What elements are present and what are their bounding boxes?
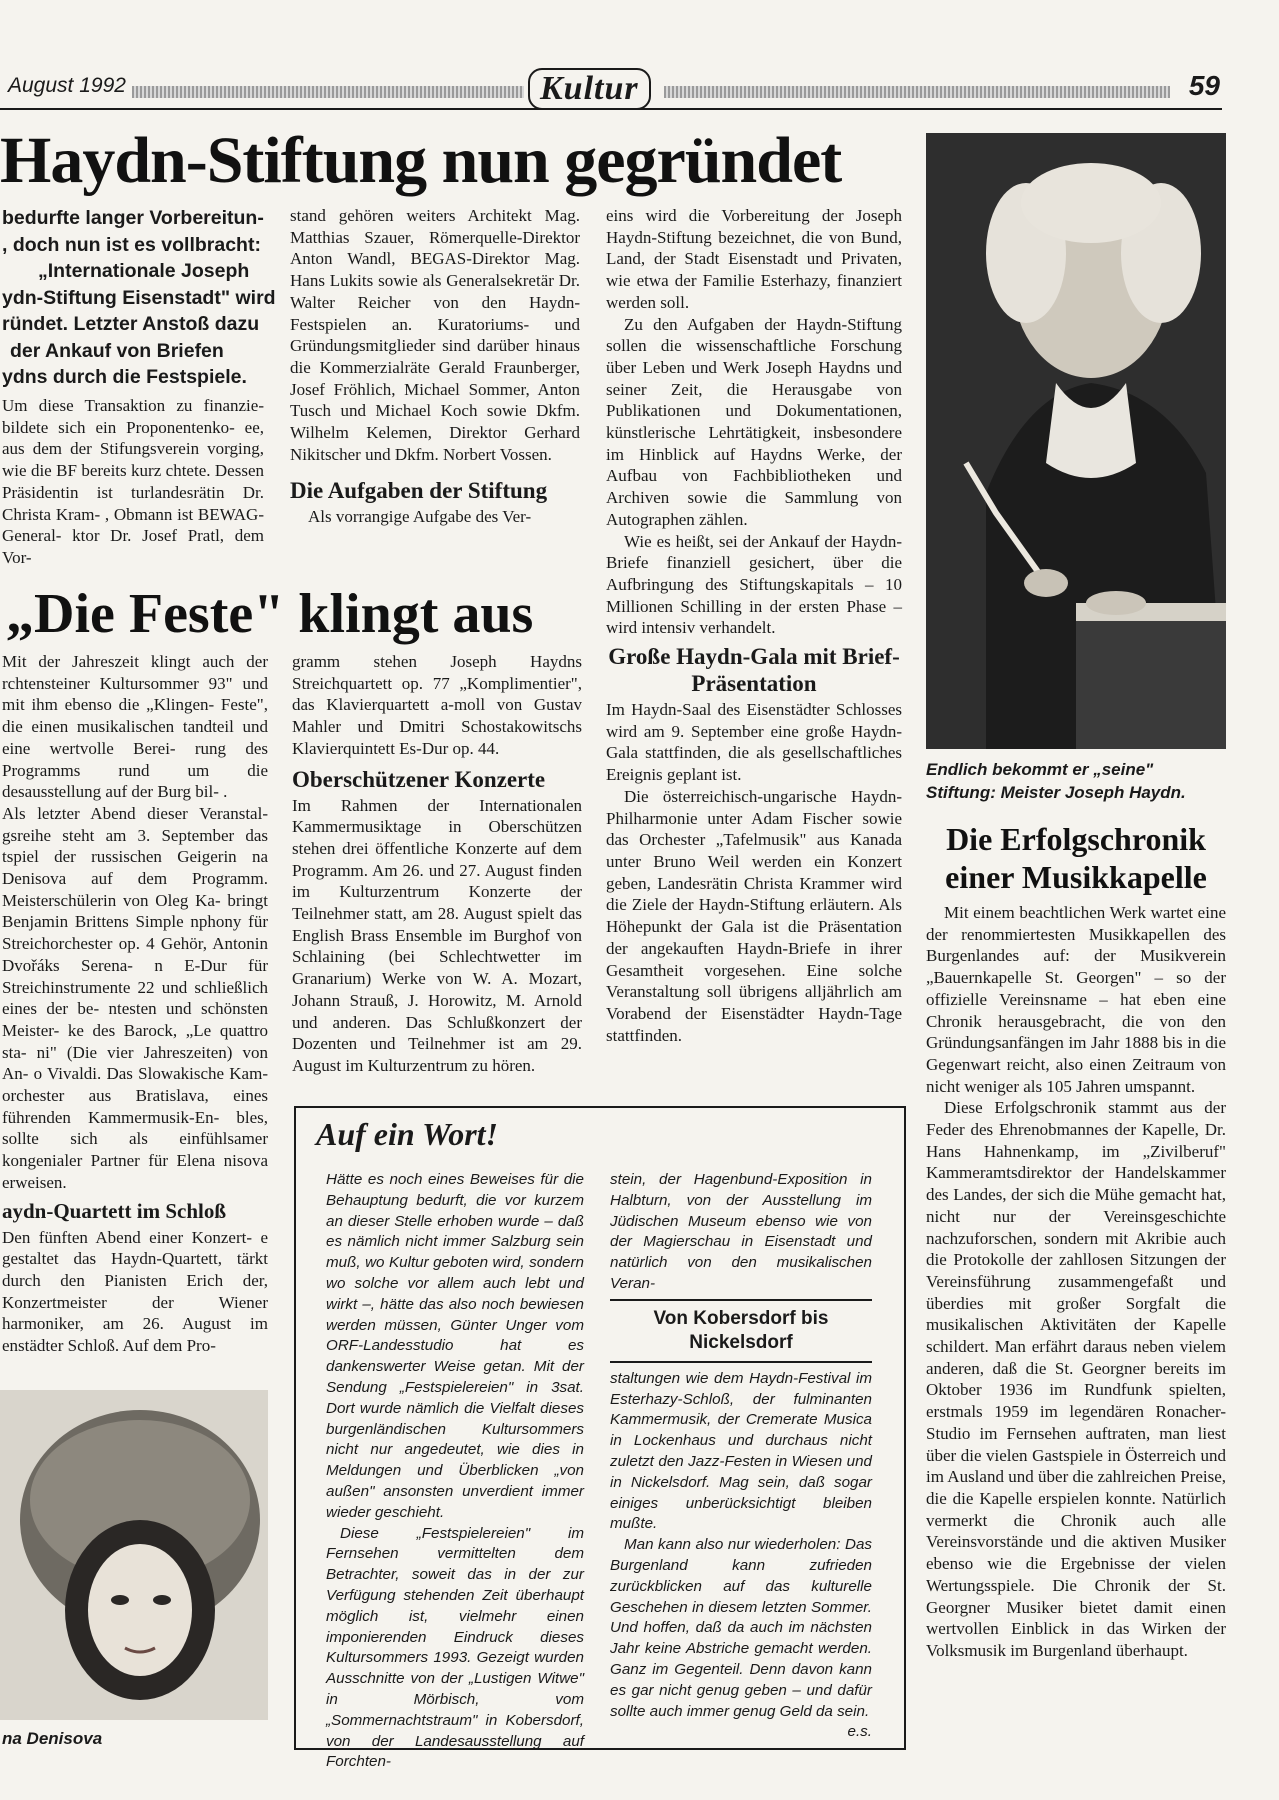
page-header <box>0 70 1230 110</box>
subheading-gala: Große Haydn-Gala mit Brief-Präsentation <box>608 644 900 697</box>
comment-title: Auf ein Wort! <box>316 1116 498 1152</box>
comment-col2c-text: Man kann also nur wiederholen: Das Burgenland kann zufrieden zurückblicken auf das kulturelle Geschehen in diesem letzten Sommer. Und hoffen, daß da auch im nächsten Jahr keine Abstriche gemacht werden. Ganz im Gegenteil. Denn davon kann es gar nicht genug geben – und dafür sollte auch immer genug Geld da sein. <box>610 1536 872 1720</box>
header-bar-left <box>132 86 524 98</box>
comment-column-2 <box>610 1170 872 1743</box>
lead-line: , doch nun ist es vollbracht: <box>2 233 261 256</box>
lead-line: ydns durch die Festspiele. <box>2 366 247 388</box>
article2-col1b-text: Als letzter Abend dieser Veranstal- gsreihe steht am 3. September das tspiel der russischen Geigerin na Denisova auf dem Programm. Meisterschülerin von Oleg Ka- bringt Benjamin Brittens Simple nphony für Streichorchester op. 4 Gehör, Antonin Dvořáks Serena- n E-Dur für Streichinstrumente 22 und schließlich eines der be- ntesten und schönsten Meister- ke des Barock, „Le quattro sta- ni" (Die vier Jahreszeiten) von An- o Vivaldi. Das Slowakische Kam- orchester aus Bratislava, eines führenden Kammermusik-En- bles, sollte sich als einfühlsamer kongenialer Partner für Elena nisova erweisen. <box>2 803 268 1192</box>
article2-col2-text: gramm stehen Joseph Haydns Streichquartett op. 77 „Komplimentier", das Klavierquartett a-moll von Gustav Mahler und Dmitri Schostakowitschs Klavierquintett Es-Dur op. 44. <box>292 652 582 758</box>
denisova-photo <box>0 1390 268 1720</box>
article1-lead <box>2 205 276 391</box>
article1-column-1 <box>2 395 264 569</box>
article1-col3e-text: Die österreichisch-ungarische Haydn-Philharmonie unter Adam Fischer sowie das Orchester „Tafelmusik" aus Kanada unter Bruno Weil werden ein Konzert geben, Landesrätin Christa Krammer wird die Ziele der Haydn-Stiftung erläutern. Als Höhepunkt der Gala ist die Präsentation der angekauften Haydn-Briefe in ihrer Gesamtheit vorgesehen. Eine solche Veranstaltung soll übrigens alljährlich am Vorabend der Eisenstädter Haydn-Tage stattfinden. <box>606 786 902 1045</box>
lead-line: ründet. Letzter Anstoß dazu <box>2 313 260 335</box>
article1-col2b-text: Als vorrangige Aufgabe des Ver- <box>308 507 532 527</box>
article3-headline: Die Erfolgschronik einer Musikkapelle <box>945 821 1207 895</box>
article2-headline: „Die Feste" klingt aus <box>6 583 534 645</box>
subheading-quartett: aydn-Quartett im Schloß <box>2 1198 227 1223</box>
lead-line: bedurfte langer Vorbereitun- <box>2 207 264 229</box>
denisova-photo-caption: na Denisova <box>2 1729 103 1748</box>
article2-col1-text: Mit der Jahreszeit klingt auch der rchtensteiner Kultursommer 93" und mit ihm ebenso die „Klingen- Feste", die einen musikalischen tandteil und eine wertvolle Berei- rung des Programms rund um die desausstellung auf der Burg bil- . <box>2 652 268 802</box>
comment-column-1 <box>326 1170 584 1773</box>
article3-p2: Diese Erfolgschronik stammt aus der Feder des Ehrenobmannes der Kapelle, Dr. Hans Hahnenkamp, im „Zivilberuf" Kammeramtsdirektor der Handelskammer des Landes, der sich die Mühe gemacht hat, nicht nur der Vereinsgeschichte nachzuforschen, sondern mit Akribie auch die Protokolle der zahllosen Sitzungen der Vereinsführung zusammengefaßt und überdies mit großer Sorgfalt die musikalischen Aktivitäten der Kapelle schildert. Man erfährt daraus neben vielem anderen, daß die St. Georgner bereits im Oktober 1936 im Rundfunk spielten, erstmals 1959 im legendären Ronacher-Studio im Fernsehen auftraten, man liest über die vielen Gastspiele in Österreich und im Ausland und über die zahlreichen Preise, die die Kapelle erspielen konnte. Natürlich vermerkt die Chronik auch alle Vereinsvorstände und die aktiven Musiker ebenso wie die Ergebnisse der vielen Wertungsspiele. Die Chronik der St. Georgner Musiker bietet damit einen wertvollen Einblick in das Wirken der Volksmusik im Burgenland überhaupt. <box>926 1098 1226 1660</box>
page-number: 59 <box>1188 70 1220 101</box>
comment-col2-text: stein, der Hagenbund-Exposition in Halbturn, von der Ausstellung im Jüdischen Museum ebenso wie von der Magierschau in Eisenstadt und natürlich von den musikalischen Veran- <box>610 1171 872 1292</box>
section-logo: Kultur <box>528 68 651 110</box>
comment-signature: e.s. <box>847 1723 872 1741</box>
lead-line: „Internationale Joseph <box>38 260 250 282</box>
haydn-photo-caption: Endlich bekommt er „seine" Stiftung: Meister Joseph Haydn. <box>926 760 1186 802</box>
comment-col1-text: Hätte es noch eines Beweises für die Behauptung bedurft, die vor kurzem an dieser Stelle erhoben wurde – daß es nämlich nicht immer Salzburg sein muß, wo Kultur geboten wird, sondern wo solche vor allem auch lebt und wirkt –, hätte das also noch bewiesen werden müssen, Günter Unger vom ORF-Landesstudio hat es dankenswerter Weise getan. Mit der Sendung „Festspielereien" in 3sat. Dort wurde nämlich die Vielfalt dieses burgenländischen Kultursommers nicht nur angedeutet, wie dies in Meldungen und Überblicken „von außen" ansonsten unverdient immer wieder geschieht. <box>326 1171 584 1521</box>
article3-column <box>926 902 1226 1662</box>
lead-line: ydn-Stiftung Eisenstadt" wird <box>2 286 276 309</box>
lead-line: der Ankauf von Briefen <box>10 339 224 362</box>
article1-col1-text: Um diese Transaktion zu finanzie- bildete sich ein Proponentenko- ee, aus dem der Stifungsverein vorging, wie die BF bereits kurz chtete. Dessen Präsidentin ist turlandesrätin Dr. Christa Kram- , Obmann ist BEWAG-General- ktor Dr. Josef Pratl, dem Vor- <box>2 396 264 567</box>
header-bar-right <box>664 86 1170 98</box>
denisova-illustration <box>0 1390 268 1720</box>
article1-column-2 <box>290 205 580 528</box>
issue-date: August 1992 <box>8 74 126 97</box>
article1-col3d-text: Im Haydn-Saal des Eisenstädter Schlosses wird am 9. September eine große Haydn-Gala stattfinden, die als gesellschaftliches Ereignis geplant ist. <box>606 700 902 785</box>
comment-box <box>294 1106 906 1771</box>
portrait-illustration <box>926 133 1226 749</box>
comment-col2b-text: staltungen wie dem Haydn-Festival im Esterhazy-Schloß, der fulminanten Kammermusik, der Cremerate Musica in Lockenhaus und durchaus nicht zuletzt den Jazz-Festen in Wiesen und in Nickelsdorf. Mag sein, daß sogar einiges unberücksichtigt bleiben mußte. <box>610 1369 872 1533</box>
article2-column-1 <box>2 651 268 1357</box>
article1-col3-text: eins wird die Vorbereitung der Joseph Haydn-Stiftung bezeichnet, die von Bund, Land, der Stadt Eisenstadt und Privaten, wie etwa der Familie Esterhazy, finanziert werden soll. <box>606 206 902 312</box>
comment-subheading: Von Kobersdorf bis Nickelsdorf <box>610 1299 872 1363</box>
article2-col2b-text: Im Rahmen der Internationalen Kammermusiktage in Oberschützen stehen drei öffentliche Konzerte auf dem Programm. Am 26. und 27. August finden im Kulturzentrum Konzerte der Teilnehmer statt, am 28. August spielt das English Brass Ensemble im Burghof von Schlaining (bei Schlechtwetter im Granarium) Werke von W. A. Mozart, Johann Strauß, J. Horowitz, M. Arnold und anderen. Das Schlußkonzert der Dozenten und Teilnehmer ist am 29. August im Kulturzentrum zu hören. <box>292 795 582 1075</box>
article1-headline: Haydn-Stiftung nun gegründet <box>0 124 842 197</box>
article2-col1c-text: Den fünften Abend einer Konzert- e gestaltet das Haydn-Quartett, tärkt durch den Pianisten Erich der, Konzertmeister der Wiener harmoniker, am 26. August im enstädter Schloß. Auf dem Pro- <box>2 1227 268 1356</box>
article2-column-2 <box>292 651 582 1077</box>
haydn-portrait-photo <box>926 133 1226 749</box>
header-rule <box>0 108 1222 110</box>
subheading-aufgaben: Die Aufgaben der Stiftung <box>290 478 548 504</box>
article1-column-3 <box>606 205 902 1046</box>
comment-col1b-text: Diese „Festspielereien" im Fernsehen vermittelten dem Betrachter, soweit das in der zur Verfügung stehenden Zeit überhaupt möglich ist, vielmehr einen imponierenden Eindruck dieses Kultursommers 1993. Gezeigt wurden Ausschnitte von der „Lustigen Witwe" in Mörbisch, vom „Sommernachtstraum" in Kobersdorf, von der Landesausstellung auf Forchten- <box>326 1524 584 1771</box>
subheading-oberschuetzen: Oberschützener Konzerte <box>292 766 546 792</box>
article3-p1: Mit einem beachtlichen Werk wartet eine der renommiertesten Musikkapellen des Burgenlandes auf: der Musikverein „Bauernkapelle St. Georgen" – so der offizielle Vereinsname – hat eben eine Chronik herausgebracht, die von den Gründungsanfängen im Jahr 1888 bis in die Gegenwart reicht, also einen Zeitraum von nicht weniger als 105 Jahren umspannt. <box>926 903 1226 1096</box>
article1-col3c-text: Wie es heißt, sei der Ankauf der Haydn-Briefe finanziell gesichert, über die Aufbringung des Stiftungskapitals – 10 Millionen Schilling in der ersten Phase – wird intensiv verhandelt. <box>606 531 902 638</box>
article1-col3b-text: Zu den Aufgaben der Haydn-Stiftung sollen die wissenschaftliche Forschung über Leben und Werk Joseph Haydns und seiner Zeit, die Herausgabe von Publikationen und Dokumentationen, künstlerische Lehrtätigkeit, insbesondere im Hinblick auf Haydns Werke, der Aufbau von Fachbibliotheken und Archiven sowie die Sammlung von Autographen zählen. <box>606 314 902 529</box>
article1-col2-text: stand gehören weiters Architekt Mag. Matthias Szauer, Römerquelle-Direktor Anton Wandl, BEGAS-Direktor Mag. Hans Lukits sowie als Generalsekretär Dr. Walter Reicher von den Haydn-Festspielen an. Kuratoriums- und Gründungsmitglieder sind darüber hinaus die Kommerzialräte Gerald Fraunberger, Josef Fröhlich, Michael Sommer, Anton Tusch und Michael Koch sowie Dkfm. Wilhelm Kelemen, Direktor Gerhard Nikitscher und Dkfm. Norbert Vossen. <box>290 206 580 464</box>
